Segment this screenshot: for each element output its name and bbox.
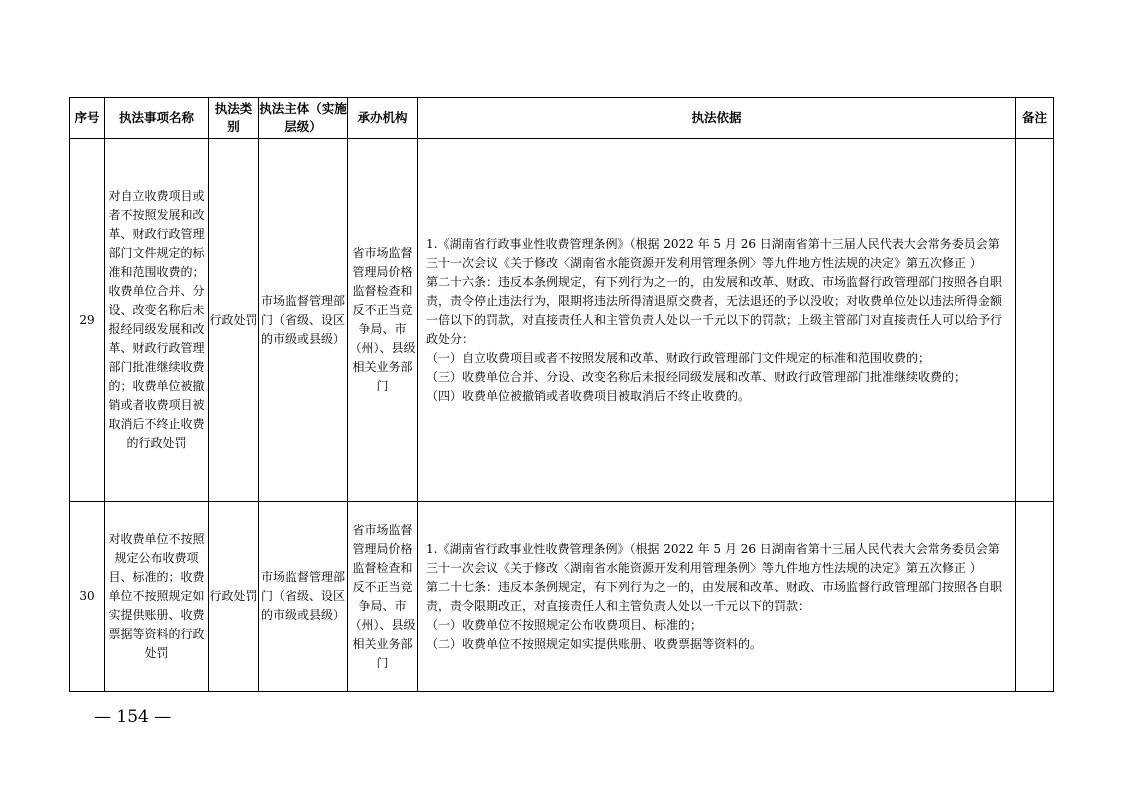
basis-line: 第二十六条：违反本条例规定，有下列行为之一的，由发展和改革、财政、市场监督行政管理部门按照各自职责，责令停止违法行为，限期将违法所得清退原交费者，无法退还的予以没收；对收费单位处以违法所得金额一倍以下的罚款，对直接责任人和主管负责人处以一千元以下的罚款；上级主管部门对直接责任人可以给予行政处分： xyxy=(426,274,1003,346)
header-remark: 备注 xyxy=(1016,98,1054,139)
header-category: 执法类别 xyxy=(209,98,259,139)
header-item-name: 执法事项名称 xyxy=(105,98,209,139)
row-basis xyxy=(418,139,1016,502)
row-subject: 市场监督管理部门（省级、设区的市级或县级） xyxy=(259,139,348,502)
row-index: 29 xyxy=(70,139,105,502)
basis-line: 1.《湖南省行政事业性收费管理条例》（根据 2022 年 5 月 26 日湖南省第十三届人民代表大会常务委员会第三十一次会议《关于修改〈湖南省水能资源开发利用管理条例〉等九件地方性法规的决定》第五次修正 ） xyxy=(426,236,1000,270)
header-row xyxy=(70,98,1054,139)
header-subject: 执法主体（实施层级） xyxy=(259,98,348,139)
table-row xyxy=(70,502,1054,692)
row-remark xyxy=(1016,502,1054,692)
row-agency: 省市场监督管理局价格监督检查和反不正当竞争局、市（州）、县级相关业务部门 xyxy=(348,139,418,502)
basis-line: 第二十七条：违反本条例规定，有下列行为之一的，由发展和改革、财政、市场监督行政管理部门按照各自职责，责令限期改正，对直接责任人和主管负责人处以一千元以下的罚款： xyxy=(426,579,1003,613)
header-basis: 执法依据 xyxy=(418,98,1016,139)
enforcement-table xyxy=(69,97,1054,692)
row-basis xyxy=(418,502,1016,692)
header-agency: 承办机构 xyxy=(348,98,418,139)
row-category: 行政处罚 xyxy=(209,139,259,502)
basis-line: （三）收费单位合并、分设、改变名称后未报经同级发展和改革、财政行政管理部门批准继续收费的； xyxy=(426,369,967,384)
basis-line: 1.《湖南省行政事业性收费管理条例》（根据 2022 年 5 月 26 日湖南省第十三届人民代表大会常务委员会第三十一次会议《关于修改〈湖南省水能资源开发利用管理条例〉等九件地方性法规的决定》第五次修正 ） xyxy=(426,541,1000,575)
basis-line: （二）收费单位不按照规定如实提供账册、收费票据等资料的。 xyxy=(426,636,763,651)
row-category: 行政处罚 xyxy=(209,502,259,692)
page-number: — 154 — xyxy=(94,707,172,727)
row-item-name: 对收费单位不按照规定公布收费项目、标准的；收费单位不按照规定如实提供账册、收费票据等资料的行政处罚 xyxy=(105,502,209,692)
table-row xyxy=(70,139,1054,502)
basis-line: （四）收费单位被撤销或者收费项目被取消后不终止收费的。 xyxy=(426,388,751,403)
header-index: 序号 xyxy=(70,98,105,139)
row-remark xyxy=(1016,139,1054,502)
row-index: 30 xyxy=(70,502,105,692)
basis-line: （一）自立收费项目或者不按照发展和改革、财政行政管理部门文件规定的标准和范围收费的； xyxy=(426,350,931,365)
row-agency: 省市场监督管理局价格监督检查和反不正当竞争局、市（州）、县级相关业务部门 xyxy=(348,502,418,692)
basis-line: （一）收费单位不按照规定公布收费项目、标准的； xyxy=(426,617,703,632)
row-item-name: 对自立收费项目或者不按照发展和改革、财政行政管理部门文件规定的标准和范围收费的；收费单位合并、分设、改变名称后未报经同级发展和改革、财政行政管理部门批准继续收费的；收费单位被撤销或者收费项目被取消后不终止收费的行政处罚 xyxy=(105,139,209,502)
row-subject: 市场监督管理部门（省级、设区的市级或县级） xyxy=(259,502,348,692)
